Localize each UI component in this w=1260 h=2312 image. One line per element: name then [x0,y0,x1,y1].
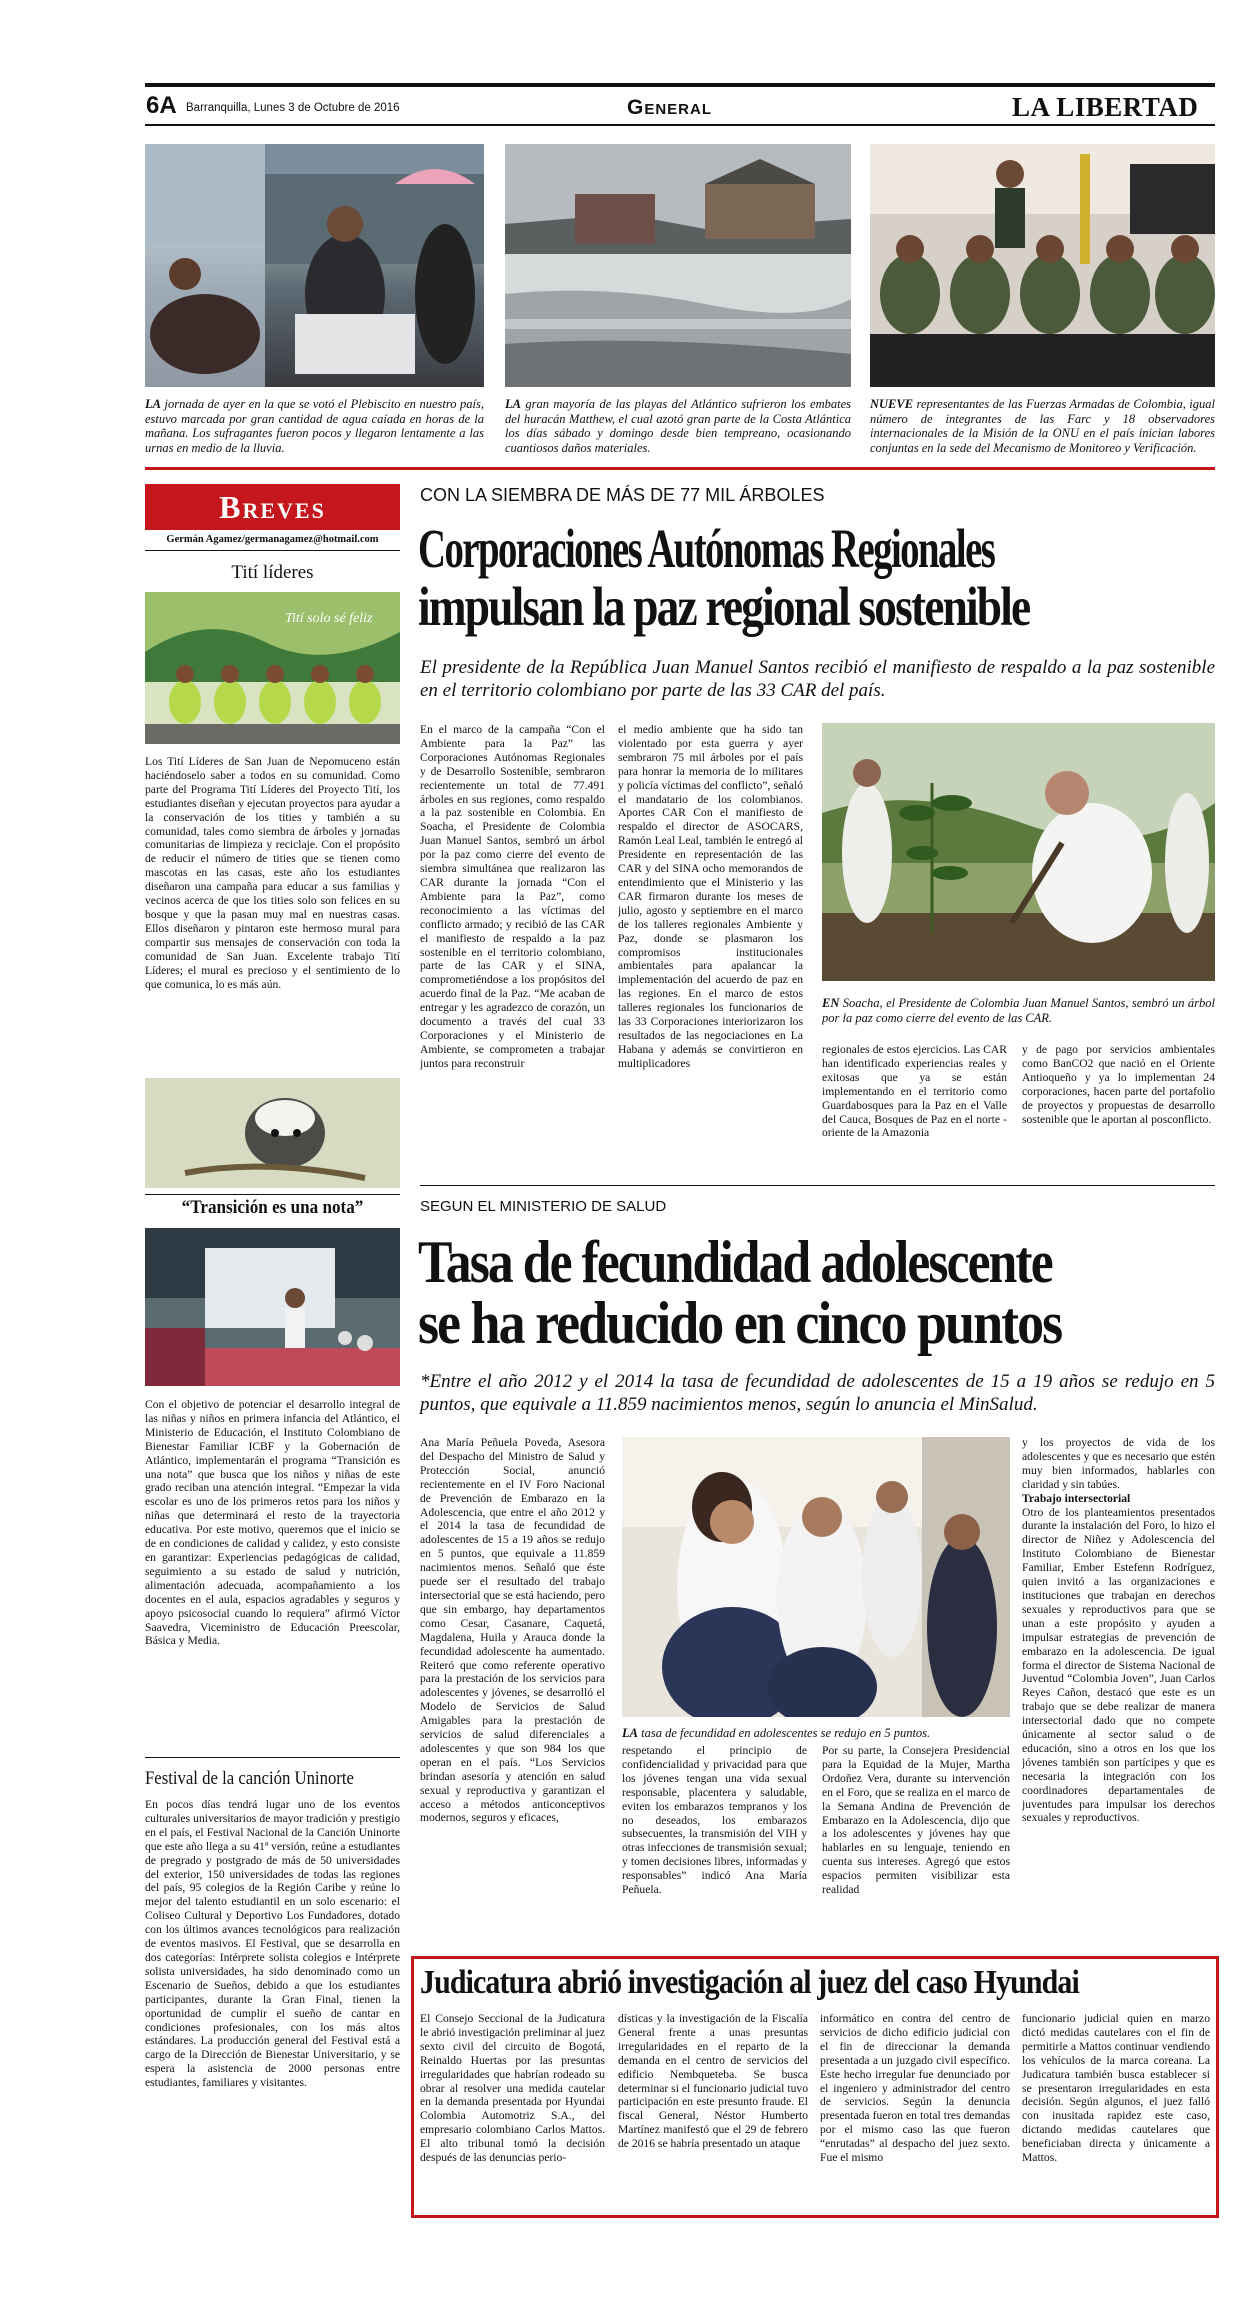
article3-col1: El Consejo Seccional de la Judicatura le abrió investigación preliminar al juez sexto civil del circuito de Bogotá, Reinaldo Huertas por las presuntas irregularidades que habrían rodeado su obrar al resolver una medida cautelar en la demanda presentada por Hyundai Colombia Automotriz S.A., del empresario colombiano Carlos Mattos. El alto tribunal tomó la decisión después de las denuncias perio- [420,2012,605,2165]
transicion-image [145,1228,400,1386]
svg-text:Tití solo sé feliz: Tití solo sé feliz [285,611,373,626]
photo-titi-mural [145,592,400,744]
article2-col4-text-a: y los proyectos de vida de los adolescentes y que es necesario que estén muy bien informados, hablarles con claridad y sin tabúes. [1022,1436,1215,1491]
header-top-rule [145,83,1215,87]
section-title: General [627,96,713,119]
caption-military: NUEVE representantes de las Fuerzas Armadas de Colombia, igual número de integrantes de las Farc y 18 observadores internacionales de la Misión de la ONU en el país inician labores conjuntas en la sede del Mecanismo de Monitoreo y Verificación. [870,397,1215,455]
article2-col4 [1022,1436,1215,1948]
santos-image [822,723,1215,981]
titi-title: Tití líderes [231,562,314,583]
article1-col3: regionales de estos ejercicios. Las CAR han identificado experiencias reales y exitosas que ya se están implementando en el territorio como Guardabosques para la Paz en el Valle del Cauca, Bosques de Paz en el norte - oriente de la Amazonia [822,1043,1007,1140]
article1-headline-line1: Corporaciones Autónomas Regionales [418,518,995,579]
breves-divider-1 [145,1194,400,1195]
article1-col2: el medio ambiente que ha sido tan violentado por esta guerra y ayer sembraron 75 mil árboles por el país para honrar la memoria de lo militares y policía víctimas del conflicto”, señaló el mandatario de los colombianos. Aportes CAR Con el manifiesto de respaldo el director de ASOCARS, Ramón Leal Leal, también le entregó al Presidente en representación de las CAR y del SINA ocho memorandos de entendimiento que el Ministerio y las CAR firmaron durante los meses de julio, agosto y septiembre en el marco de los talleres regionales Ambiente y Paz, donde se plasmaron los compromisos institucionales ambientales para apalancar la implementación del acuerdo de paz en las regiones. En el marco de estos talleres regionales los funcionarios de las 33 Corporaciones interiorizaron los resultados de las negociaciones en La Habana y además se convirtieron en multiplicadores [618,723,803,1070]
festival-body: En pocos días tendrá lugar uno de los eventos culturales universitarios de mayor tradición y prestigio en el país, el Festival Nacional de la Canción Uninorte que este año llega a su 41ª versión, reúne a estudiantes de pregrado y postgrado de más de 50 universidades del exterior, 150 universidades de todas las regiones del país, 95 colegios de la Región Caribe y reúne lo mejor del talento estudiantil en un solo escenario: el Coliseo Cultural y Deportivo Los Fundadores, dotado con los últimos avances tecnológicos para realización de eventos masivos. El Festival, que se desarrolla en dos categorías: Intérprete solista colegios e Intérprete solista universidades, ha sido denominado como un Escenario de Sueños, debido a que los estudiantes participantes, durante la Gran Final, tienen la oportunidad de cumplir el sueño de cantar en condiciones profesionales, con los más altos estándares. La producción general del Festival está a cargo de la Dirección de Bienestar Universitario, y se espera la asistencia de 2000 personas entre estudiantes, familiares y visitantes. [145,1798,400,2090]
dateline: Barranquilla, Lunes 3 de Octubre de 2016 [186,102,400,114]
breves-author-rule [145,550,400,551]
transicion-body: Con el objetivo de potenciar el desarrollo integral de las niñas y niños en primera infancia del Atlántico, el Ministerio de Educación, el Instituto Colombiano de Bienestar Familiar ICBF y la Gobernación de Atlántico, implementarán el programa “Transición es una nota” que busca que los niños y niñas de este grado reciban una atención integral. “Empezar la vida escolar es uno de los primeros retos para los niños y niñas que determinará el resto de la trayectoria educativa. Por este motivo, queremos que el inicio se de en condiciones de calidad y calidez, y esto consiste en garantizar: Experiencias pedagógicas de calidad, seguimiento a su estado de salud y nutrición, alimentación adecuada, acompañamiento a los docentes en el aula, espacios agradables y seguros y apoyo psicosocial cuando lo requiera” afirmó Víctor Saavedra, Viceministro de Educación Preescolar, Básica y Media. [145,1398,400,1648]
article3-col2: dísticas y la investigación de la Fiscalía General frente a unas presuntas irregularidades en el reparto de la demanda en el centro de servicios del edificio Nembqueteba. Se busca determinar si el funcionario judicial tuvo participación en este presunto fraude. El fiscal General, Néstor Humberto Martínez manifestó que el 29 de febrero de 2016 se habría presentado un ataque [618,2012,808,2151]
page-number: 6A [146,92,177,119]
masthead: LA LIBERTAD [1012,92,1199,122]
photo-transicion [145,1228,400,1386]
article1-col1: En el marco de la campaña “Con el Ambiente para la Paz” las Corporaciones Autónomas Regionales y de Desarrollo Sostenible, sembraron recientemente un total de 77.491 árboles en sus regiones, como respaldo a la paz sostenible en Colombia. En Soacha, el Presidente de Colombia Juan Manuel Santos, sembró un árbol por la paz como cierre del evento de siembra simultánea que realizaron las CAR durante la jornada “Con el Ambiente para la Paz”, como reconocimiento a las víctimas del conflicto armado; y recibió de las CAR el manifiesto de respaldo a la paz sostenible en el territorio colombiano, parte de las CAR y el SINA, comprometiéndose a los propósitos del acuerdo final de la Paz. “Me acaban de entregar y les agradezco de corazón, un documento a través del cual 33 Corporaciones y el Ministerio de Ambiente, se comprometen a trabajar juntos para reconstruir [420,723,605,1070]
article2-col3: Por su parte, la Consejera Presidencial para la Equidad de la Mujer, Martha Ordoñez Vera, durante su intervención en el Foro, que se realiza en el marco de la Semana Andina de Prevención de Embarazo en la Adolescencia, dijo que a los adolescentes y jóvenes hay que hablarles en su lenguaje, teniendo en cuenta sus intereses. Agregó que estos espacios permiten visibilizar esta realidad [822,1744,1010,1897]
article3-headline: Judicatura abrió investigación al juez del caso Hyundai [420,1964,1079,2001]
article3-col3: informático en contra del centro de servicios de dicho edificio judicial con el fin de direccionar la demanda presentada a un juzgado civil específico. Este hecho irregular fue denunciado por el ingeniero y administrador del centro de servicios. Según la denuncia presentada fueron en total tres demandas por el mismo caso las que fueron “enrutadas” al despacho del juez sexto. Fue el mismo [820,2012,1010,2165]
article1-bottom-rule [420,1185,1215,1186]
caption-beach: LA gran mayoría de las playas del Atlántico sufrieron los embates del huracán Matthew, el cual azotó gran parte de la Costa Atlántica los días sábado y domingo desde bien tempreano, ocasionando cuantiosos daños materiales. [505,397,851,455]
titi-monkey-image [145,1078,400,1188]
photo-military-image [870,144,1215,387]
article2-col4-subhead: Trabajo intersectorial [1022,1491,1131,1505]
breves-banner [145,484,400,530]
titi-body: Los Tití Líderes de San Juan de Nepomuceno están haciéndoselo saber a todos en su comunidad. Como parte del Programa Tití Líderes del Proyecto Tití, los estudiantes diseñan y ejecutan proyectos para ayudar a la conservación de los tities y también a su comunidad, tales como siembra de árboles y jornadas comunitarias de limpieza y reciclaje. Con el propósito de reducir el número de tities que se tienen como mascotas en las casas, este año los estudiantes diseñaron una campaña para educar a sus familias y vecinos acerca de que los tities solo son felices en su bosque y que la pasan muy mal en nuestras casas. Ellos diseñaron y pintaron este hermoso mural para compartir sus mensajes de conservación con toda la comunidad de San Juan. Excelente trabajo Tití Líderes; el mural es precioso y el sentimiento de lo que comunica, lo es más aún. [145,755,400,991]
article2-col1: Ana María Peñuela Poveda, Asesora del Despacho del Ministro de Salud y Protección Social, anunció recientemente en el IV Foro Nacional de Prevención de Embarazo en la Adolescencia, que entre el año 2012 y el 2014 la tasa de fecundidad de adolescentes de 15 a 19 años se redujo en 5 puntos, que equivale a 11.859 nacimientos menos. Señaló que éste puede ser el resultado del trabajo intersectorial que se está haciendo, pero que sin embargo, hay departamentos como Cesar, Casanare, Caquetá, Magdalena, Huila y Arauca donde la fecundidad adolescente ha aumentado. Reiteró que como referente operativo para la prestación de los servicios para adolescentes y jóvenes, se desarrolló el Modelo de Servicios de Salud Amigables para la prestación de servicios de salud diferenciales a adolescentes y que son 984 los que operan en el país. “Los Servicios brindan asesoría y atención en salud sexual y reproductiva y garantizan el acceso a métodos anticonceptivos modernos, seguros y eficaces, [420,1436,605,1825]
festival-title: Festival de la canción Uninorte [145,1768,354,1789]
article2-deck: *Entre el año 2012 y el 2014 la tasa de fecundidad de adolescentes de 15 a 19 años se redujo en 5 puntos, que equivale a 11.859 nacimientos menos, según lo anuncia el MinSalud. [420,1371,1215,1415]
header-bottom-rule [145,124,1215,126]
article2-col2: respetando el principio de confidencialidad y privacidad para que los jóvenes tengan una vida sexual responsable, placentera y saludable, eviten los embarazos tempranos y los no deseados, los embarazos subsecuentes, la transmisión del VIH y otras infecciones de transmisión sexual; y tomen decisiones libres, informadas y responsables” indicó Ana María Peñuela. [622,1744,807,1897]
article2-photo-caption: LA tasa de fecundidad en adolescentes se redujo en 5 puntos. [622,1726,931,1740]
photo-voting-image [145,144,484,387]
breves-author: Germán Agamez/germanagamez@hotmail.com [166,534,379,545]
breves-title: Breves [219,489,326,525]
article2-headline-line1: Tasa de fecundidad adolescente [418,1229,1052,1295]
titi-mural-image [145,592,400,744]
article1-col4: y de pago por servicios ambientales como BanCO2 que nació en el Oriente Antioqueño y ya lo implementan 24 corporaciones, hacen parte del portafolio de proyectos y propuestas de desarrollo sostenible que le aportan al posconflicto. [1022,1043,1215,1126]
adolescents-image [622,1437,1010,1717]
photo-adolescents [622,1437,1010,1717]
top-red-rule [145,467,1215,470]
article1-headline-line2: impulsan la paz regional sostenible [418,576,1030,637]
article2-headline-line2: se ha reducido en cinco puntos [418,1290,1062,1356]
article1-deck: El presidente de la República Juan Manuel Santos recibió el manifiesto de respaldo a la paz sostenible en el territorio colombiano por parte de las 33 CAR del país. [420,657,1215,701]
photo-titi-monkey [145,1078,400,1188]
article2-col4-text-b: Otro de los planteamientos presentados durante la instalación del Foro, lo hizo el director de Niñez y Adolescencia del Instituto Colombiano de Bienestar Familiar, Ember Estefenn Rodríguez, quien invitó a las organizaciones e instituciones que trabajan en derechos sexuales y reproductivos para que se unan a este propósito y ayuden a impulsar estrategias de prevención de embarazo en la adolescencia. De igual forma el director de Sistema Nacional de Juventud “Colombia Joven”, Juan Carlos Reyes Cañon, destacó que este es un trabajo que se debe realizar de manera intersectorial dado que no compete únicamente al sector salud o de educación, sino a otros en los que los jóvenes también son partícipes y que es necesaria la integración con los coordinadores departamentales de juventudes para impulsar los derechos sexuales y reproductivos. [1022,1505,1215,1825]
photo-voting [145,144,484,387]
photo-military [870,144,1215,387]
photo-santos [822,723,1215,981]
photo-beach-image [505,144,851,387]
article2-kicker: SEGUN EL MINISTERIO DE SALUD [420,1198,667,1215]
photo-beach [505,144,851,387]
article1-photo-caption: EN Soacha, el Presidente de Colombia Juan Manuel Santos, sembró un árbol por la paz como cierre del evento de las CAR. [822,996,1215,1025]
transicion-title: “Transición es una nota” [181,1197,364,1218]
article3-col4: funcionario judicial quien en marzo dictó medidas cautelares con el fin de permitirle a Mattos continuar vendiendo los vehículos de la marca coreana. La Judicatura también busca establecer si se presentaron irregularidades en esta decisión. Según algunos, el juez falló con inusitada rapidez este caso, dictando medidas cautelares que beneficiaban directa y únicamente a Mattos. [1022,2012,1210,2165]
breves-divider-2 [145,1757,400,1758]
article1-kicker: CON LA SIEMBRA DE MÁS DE 77 MIL ÁRBOLES [420,485,825,505]
caption-voting: LA jornada de ayer en la que se votó el Plebiscito en nuestro país, estuvo marcada por gran cantidad de agua caíada en horas de la mañana. Los sufragantes fueron pocos y llegaron lentamente a las urnas en medio de la lluvia. [145,397,484,455]
